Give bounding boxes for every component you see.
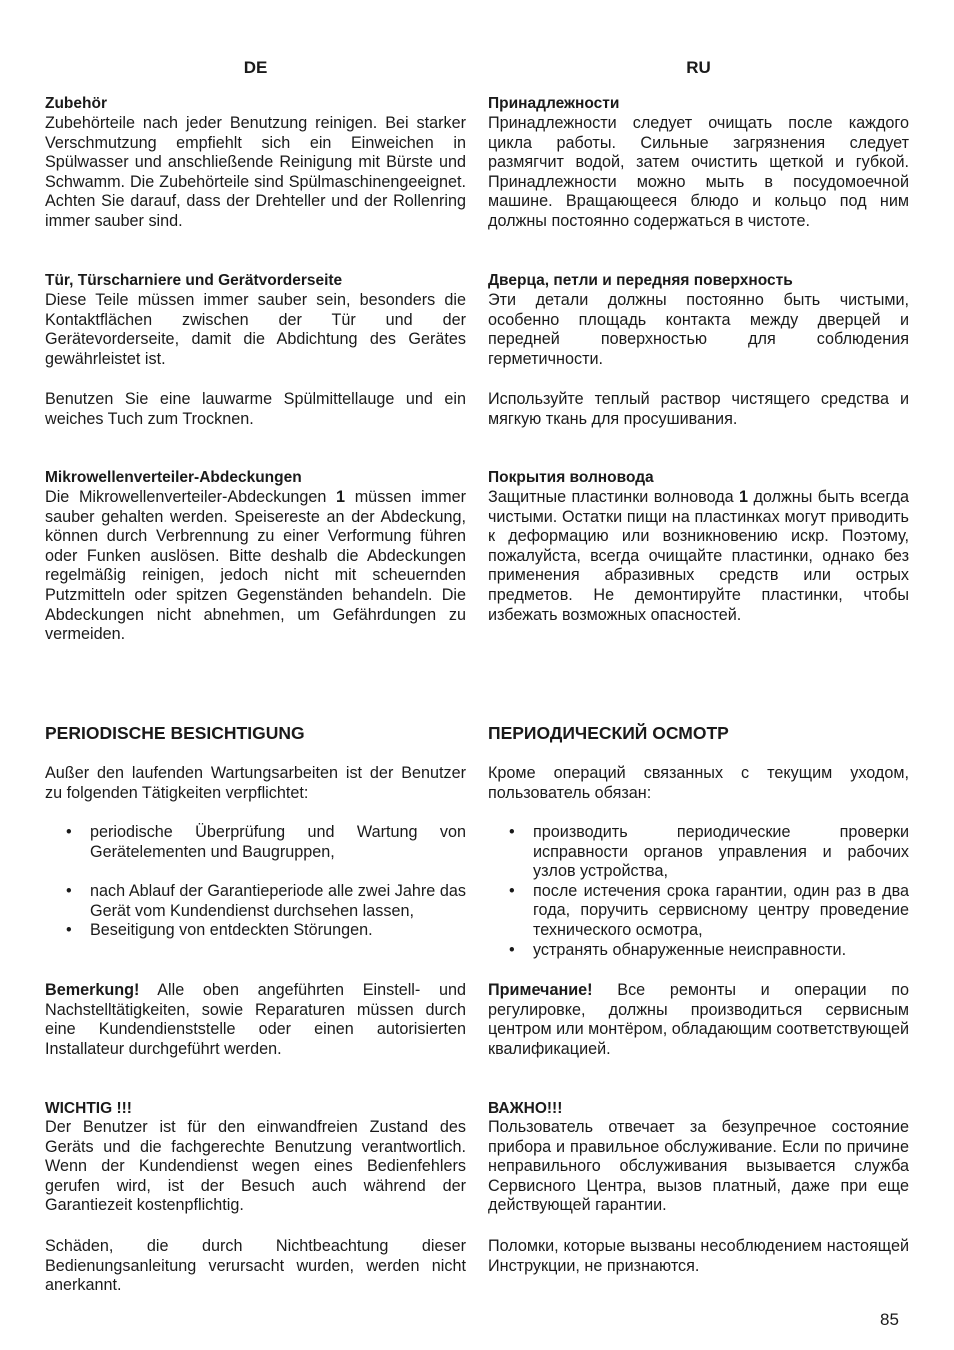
waveguide-title-ru: Покрытия волновода [488,469,654,486]
list-item: • periodische Überprüfung und Wartung von Gerätelementen und Baugruppen, [66,823,466,861]
inspection-title-de: PERIODISCHE BESICHTIGUNG [45,723,305,743]
bullet-icon: • [66,823,72,841]
language-heading-ru: RU [686,58,711,77]
list-item: • производить периодические проверки исправности органов управления и рабочих узлов устройства, [509,823,909,881]
bullet-icon: • [66,921,72,940]
door-text2-ru: Используйте теплый раствор чистящего средства и мягкую ткань для просушивания. [488,390,909,428]
inspection-note-ru [488,981,909,1059]
important-text1-ru: Пользователь отвечает за безупречное состояние прибора и правильное обслуживание. Если по причине неправильного обслуживания вызывается служба Сервисного Центра, вызов платный, даже при еще действующей гарантии. [488,1118,909,1215]
accessories-title-de: Zubehör [45,95,107,112]
door-title-de: Tür, Türscharniere und Gerätvorderseite [45,272,343,289]
accessories-text-de: Zubehörteile nach jeder Benutzung reinigen. Bei starker Verschmutzung empfiehlt sich ein Einweichen in Spülwasser und anschließende Reinigung mit Bürste und Schwamm. Die Zubehörteile sind Spülmaschinengeeignet. Achten Sie darauf, dass der Drehteller und der Rollenring immer sauber sind. [45,114,466,230]
inspection-list-de [45,823,466,862]
door-text1-de: Diese Teile müssen immer sauber sein, besonders die Kontaktflächen zwischen der Tür und der Gerätevorderseite, damit die Abdichtung des Gerätes gewährleistet ist. [45,291,466,368]
note-text-de: Alle oben angeführten Einstell- und Nachstelltätigkeiten, sowie Reparaturen müssen durch eine Kundendienststelle oder einen autorisierten Installateur durchgeführt werden. [45,981,466,1058]
list-item: • Beseitigung von entdeckten Störungen. [66,921,373,940]
list-item: • после истечения срока гарантии, один раз в два года, поручить сервисному центру проведение технического осмотра, [509,881,909,939]
waveguide-text-b-ru: должны быть всегда чистыми. Остатки пищи на пластинках могут приводить к деформацию или возникновению искр. Поэтому, пожалуйста, всегда очищайте пластинки, однако без применения абразивных средств или острых предметов. Не демонтируйте пластинки, чтобы избежать возможных опасностей. [488,488,910,624]
door-text1-ru: Эти детали должны постоянно быть чистыми, особенно площадь контакта между дверцей и передней поверхностью для соблюдения герметичности. [488,291,909,368]
bullet-icon: • [509,881,515,900]
inspection-list-ru [488,823,909,960]
language-heading-de: DE [243,58,268,77]
door-title-ru: Дверца, петли и передняя поверхность [488,272,793,289]
inspection-intro-ru: Кроме операций связанных с текущим уходом, пользователь обязан: [488,764,909,802]
bullet-icon: • [509,823,515,841]
waveguide-title-de: Mikrowellenverteiler-Abdeckungen [45,469,302,486]
list-item: • nach Ablauf der Garantieperiode alle zwei Jahre das Gerät vom Kundendienst durchsehen lassen, [66,882,466,920]
waveguide-text-de [45,488,466,645]
waveguide-ref-ru: 1 [739,488,749,506]
inspection-intro-de: Außer den laufenden Wartungsarbeiten ist der Benutzer zu folgenden Tätigkeiten verpflichtet: [45,764,466,802]
important-title-ru: ВАЖНО!!! [488,1100,563,1117]
page-number: 85 [880,1310,899,1329]
waveguide-ref-de: 1 [336,488,346,506]
accessories-title-ru: Принадлежности [488,95,620,112]
important-text1-de: Der Benutzer ist für den einwandfreien Zustand des Geräts und die fachgerechte Benutzung verantwortlich. Wenn der Kundendienst wegen eines Bedienfehlers gerufen wird, ist der Besuch auch während der Garantiezeit kostenpflichtig. [45,1118,466,1215]
note-text-ru: Все ремонты и операции по регулировке, должны производиться сервисным центром или монтёром, обладающим соответствующей квалификацией. [488,981,910,1058]
accessories-text-ru: Принадлежности следует очищать после каждого цикла работы. Сильные загрязнения следует размягчит водой, затем очистить щеткой и губкой. Принадлежности можно мыть в посудомоечной машине. Вращающееся блюдо и кольцо под ним должны постоянно содержаться в чистоте. [488,114,909,230]
waveguide-text-a-de: Die Mikrowellenverteiler-Abdeckungen [45,488,327,506]
bullet-icon: • [509,940,515,959]
inspection-list-de-2 [45,882,466,941]
waveguide-text-a-ru: Защитные пластинки волновода [488,488,734,506]
important-text2-ru: Поломки, которые вызваны несоблюдением настоящей Инструкции, не признаются. [488,1237,909,1275]
inspection-title-ru: ПЕРИОДИЧЕСКИЙ ОСМОТР [488,723,729,743]
note-label-ru: Примечание! [488,981,593,999]
bullet-icon: • [66,882,72,900]
important-text2-de: Schäden, die durch Nichtbeachtung dieser Bedienungsanleitung verursacht wurden, werden nicht anerkannt. [45,1237,466,1295]
waveguide-text-ru [488,488,909,625]
note-label-de: Bemerkung! [45,981,140,999]
waveguide-text-b-de: müssen immer sauber gehalten werden. Speisereste an der Abdeckung, können durch Verbrennung zu einer Verformung führen oder Funken auslösen. Bitte deshalb die Abdeckungen regelmäßig reinigen, jedoch nicht mit scheuernden Putzmitteln oder spitzen Gegenständen behandeln. Die Abdeckungen nicht abnehmen, um Gefährdungen zu vermeiden. [45,488,466,644]
list-item: • устранять обнаруженные неисправности. [509,940,847,959]
important-title-de: WICHTIG !!! [45,1100,132,1117]
door-text2-de: Benutzen Sie eine lauwarme Spülmittellauge und ein weiches Tuch zum Trocknen. [45,390,466,428]
inspection-note-de [45,981,466,1059]
